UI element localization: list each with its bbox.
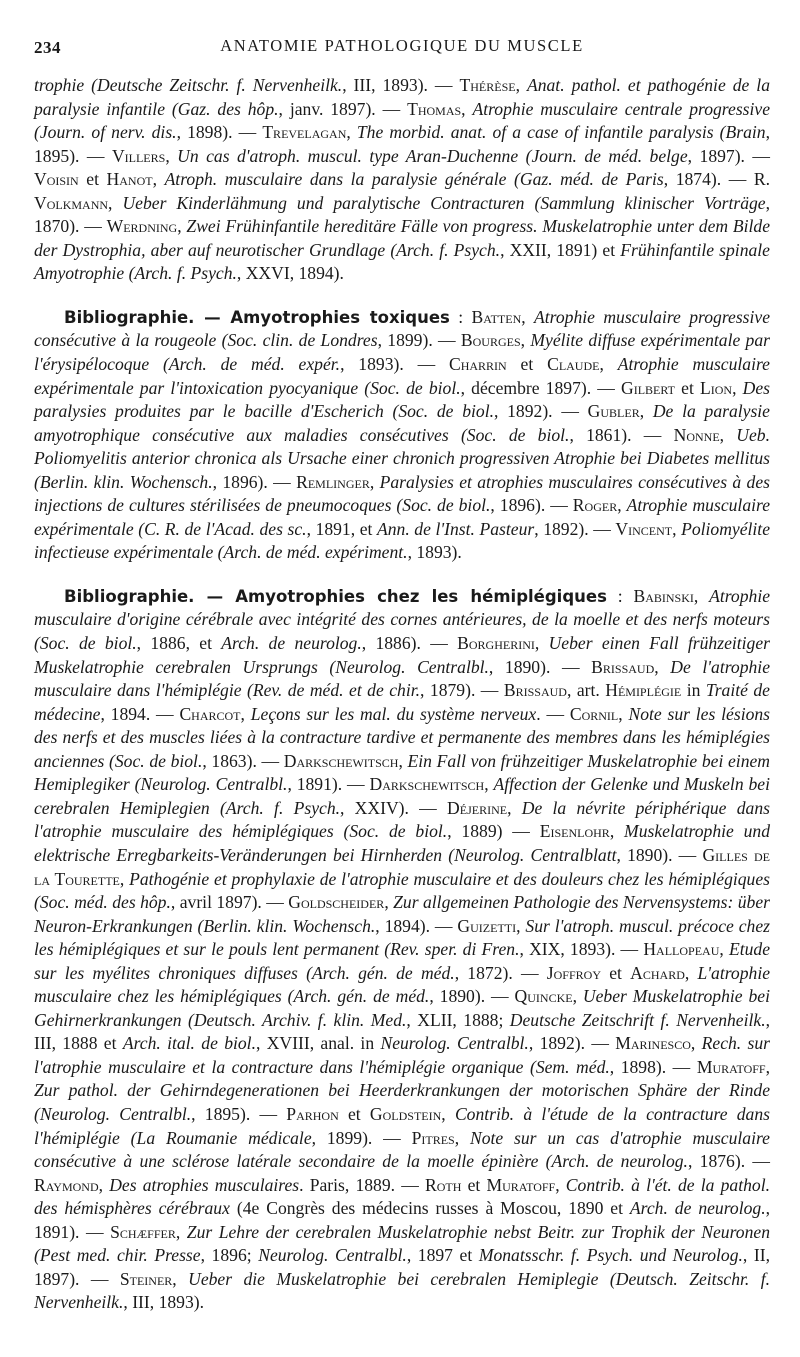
citation-text: ,	[384, 892, 394, 913]
citation-text: , 1895). —	[191, 1103, 287, 1124]
page-header	[34, 32, 770, 60]
citation-title: Atrophie musculaire expérimentale par l'intoxication pyocyanique (Soc. de biol.	[34, 354, 770, 398]
citation-title: De la névrite périphérique dans l'atrophie musculaire des hémiplégiques (Soc. de biol.	[34, 797, 770, 842]
citation-title: Atroph. musculaire dans la paralysie générale (Gaz. méd. de Paris	[164, 169, 664, 190]
author-name: Voisin	[34, 169, 79, 190]
author-name: Marinesco	[615, 1033, 691, 1054]
citation-text: , 1890). —	[616, 844, 703, 865]
bibliography-continuation	[34, 74, 770, 286]
citation-title: De la paralysie amyotrophique consécutive aux maladies consécutives (Soc. de biol.	[34, 401, 770, 445]
author-name: Trevelagan	[262, 122, 347, 143]
author-name: Darkschewitsch	[369, 774, 485, 795]
citation-text: ,	[177, 216, 187, 237]
citation-text: ,	[572, 986, 583, 1007]
citation-text: , 1872). —	[454, 962, 547, 983]
citation-text: et	[78, 169, 107, 190]
citation-title: Ueber einen Fall frühzeitiger Muskelatrophie cerebralen Ursprungs (Neurolog. Centralbl.	[34, 633, 771, 677]
citation-text: , 1870). —	[34, 192, 771, 237]
author-name: Muratoff	[696, 1056, 766, 1077]
citation-text: ,	[690, 1033, 702, 1054]
citation-title: Monatsschr. f. Psych. und Neurolog.	[478, 1245, 743, 1266]
citation-text: , 1861). —	[569, 424, 674, 445]
author-name: Charrin	[448, 354, 507, 375]
author-name: Werdning	[106, 216, 178, 237]
citation-title: Contrib. à l'étude de la contracture dans l'hémiplégie (La Roumanie médicale	[34, 1103, 770, 1148]
citation-text: , décembre 1897). —	[460, 377, 622, 398]
citation-text: , avril 1897). —	[170, 892, 289, 913]
citation-text: ,	[693, 585, 710, 606]
citation-title: trophie (Deutsche Zeitschr. f. Nervenheilk.	[34, 75, 343, 95]
citation-text: , 1876). —	[687, 1151, 771, 1172]
citation-text: ,	[165, 145, 178, 166]
citation-text: ,	[240, 703, 251, 724]
citation-title: L'atrophie musculaire chez les hémiplégiques (Arch. gén. de méd.	[34, 962, 771, 1007]
author-name: Claude	[547, 354, 600, 375]
citation-text: ,	[609, 821, 625, 842]
citation-title: Pathogénie et prophylaxie de l'atrophie musculaire et des douleurs chez les hémiplégiques (Soc. méd. des hôp.	[34, 868, 770, 913]
citation-text: ,	[599, 354, 618, 375]
citation-text: ,	[484, 774, 494, 795]
author-name: Thérèse	[459, 75, 516, 95]
citation-text: ,	[461, 98, 473, 119]
author-name: Babinski	[633, 585, 694, 606]
author-name: Roger	[572, 495, 618, 516]
citation-text: , 1897 et	[406, 1245, 479, 1266]
citation-text: , 1892). —	[534, 518, 616, 539]
citation-text: , 1891). —	[287, 774, 370, 795]
citation-text: et	[461, 1174, 487, 1195]
citation-title: De l'atrophie musculaire dans l'hémiplégie (Rev. de méd. et de chir.	[34, 656, 770, 701]
author-name: Borgherini	[457, 633, 535, 654]
author-name: Guizetti	[457, 915, 517, 936]
citation-text: , III, 1893).	[123, 1292, 205, 1313]
citation-text: , 1886). —	[361, 633, 458, 654]
citation-text: , 1874). —	[663, 169, 754, 190]
citation-text: ,	[108, 192, 123, 213]
citation-text: , 1896). —	[490, 495, 573, 516]
citation-title: Atrophie musculaire centrale progressive (Journ. of nerv. dis.	[34, 98, 771, 143]
citation-text: , 1886, et	[136, 633, 222, 654]
citation-title: Anat. pathol. et pathogénie de la paralysie infantile (Gaz. des hôp.	[34, 75, 770, 119]
citation-text: , 1893). —	[340, 354, 449, 375]
citation-text: , janv. 1897). —	[278, 98, 408, 119]
citation-text: , 1892). —	[528, 1033, 616, 1054]
citation-title: Atrophie musculaire d'origine cérébrale avec intégrité des cornes antérieures, de la moelle et des nerfs moteurs (Soc. de biol.	[34, 585, 771, 654]
running-title: ANATOMIE PATHOLOGIQUE DU MUSCLE	[220, 36, 584, 55]
citation-title: Poliomyélite infectieuse expérimentale (Arch. de méd. expériment.	[34, 518, 771, 563]
citation-text: , 1891). —	[34, 1198, 770, 1242]
citation-text: , XIX, 1893). —	[519, 939, 644, 960]
citation-title: Zur pathol. der Gehirndegenerationen bei Heerderkrankungen der motorischen Sphäre der Rinde (Neurolog. Centralbl.	[34, 1080, 770, 1124]
author-name: Darkschewitsch	[283, 750, 399, 771]
citation-text: ,	[672, 518, 682, 539]
citation-title: Leçons sur les mal. du système nerveux	[250, 703, 537, 724]
citation-text: , 1899). —	[311, 1127, 412, 1148]
citation-text: ,	[398, 750, 408, 771]
citation-text: ,	[639, 401, 653, 422]
citation-text: , III, 1893). —	[342, 75, 460, 95]
citation-title: Ueber Muskelatrophie bei Gehirnerkrankungen (Deutsch. Archiv. f. klin. Med.	[34, 986, 770, 1030]
citation-text: ,	[175, 1221, 187, 1242]
author-name: Joffroy	[546, 962, 601, 983]
citation-text: , art.	[566, 680, 606, 701]
section-heading: Bibliographie. — Amyotrophies chez les hémiplégiques	[64, 586, 607, 606]
citation-text: ,	[172, 1268, 189, 1289]
citation-title: Des atrophies musculaires	[109, 1174, 300, 1195]
citation-text: , 1898). —	[176, 122, 263, 143]
citation-text: ,	[441, 1103, 455, 1124]
page-number: 234	[34, 38, 61, 57]
citation-text: et	[338, 1103, 370, 1124]
author-name: Brissaud	[591, 656, 655, 677]
citation-text: ,	[618, 703, 629, 724]
citation-title: Deutsche Zeitschrift f. Nervenheilk.	[509, 1009, 766, 1030]
citation-text: et	[506, 354, 548, 375]
citation-text: ,	[732, 377, 743, 398]
citation-text: , XXII, 1891) et	[500, 239, 621, 260]
citation-text: ,	[719, 424, 737, 445]
author-name: Hanot	[106, 169, 153, 190]
author-name: Raymond	[34, 1174, 99, 1195]
citation-title: Atrophie musculaire expérimentale (C. R. de l'Acad. des sc.	[34, 495, 771, 539]
citation-text: , II, 1897). —	[34, 1245, 770, 1289]
author-name: Gilles de la Tourette	[34, 844, 770, 889]
citation-text: et	[675, 377, 700, 398]
citation-text: ,	[534, 633, 549, 654]
citation-text: ,	[507, 797, 522, 818]
citation-title: Ann. de l'Inst. Pasteur	[376, 518, 535, 539]
author-name: Gubler	[587, 401, 640, 422]
citation-text: , XVIII, anal. in	[255, 1033, 381, 1054]
citation-text: ,	[719, 939, 729, 960]
citation-title: Arch. de neurolog.	[221, 633, 362, 654]
bibliography-hemiplegic-amyotrophies	[34, 585, 770, 1315]
citation-text: ,	[617, 495, 627, 516]
citation-text: , 1896). —	[212, 471, 297, 492]
citation-text: , 1894). —	[375, 915, 458, 936]
citation-text: ,	[152, 169, 165, 190]
author-name: Charcot	[179, 703, 241, 724]
author-name: Remlinger	[296, 471, 370, 492]
citation-text: , 1891, et	[306, 518, 377, 539]
citation-text: , 1899). —	[377, 330, 461, 351]
bibliography-body	[34, 74, 770, 1315]
citation-text: , 1889) —	[447, 821, 540, 842]
author-name: R. Volkmann	[34, 169, 771, 213]
author-name: Pitres	[411, 1127, 455, 1148]
citation-title: Sur l'atroph. muscul. précoce chez les hémiplégiques et sur le pouls lent permanent (Rev. sper. di Fren.	[34, 915, 770, 960]
author-name: Villers	[111, 145, 166, 166]
citation-text: , 1893).	[407, 542, 462, 563]
citation-title: Note sur un cas d'atrophie musculaire consécutive à une sclérose latérale secondaire de la moelle épinière (Arch. de neurolog.	[34, 1127, 770, 1172]
author-name: Brissaud	[503, 680, 567, 701]
citation-title: Arch. de neurolog.	[629, 1198, 766, 1219]
citation-text: , 1879). —	[420, 680, 504, 701]
citation-text: . Paris, 1889. —	[299, 1174, 425, 1195]
citation-title: Myélite diffuse expérimentale par l'érysipélocoque (Arch. de méd. expér.	[34, 330, 771, 375]
citation-title: Ueber Kinderlähmung und paralytische Contracturen (Sammlung klinischer Vorträge	[122, 192, 766, 213]
citation-title: Arch. ital. de biol.	[122, 1033, 256, 1054]
citation-text: , 1897). —	[687, 145, 770, 166]
author-name: Batten	[471, 306, 522, 327]
author-name: Parhon	[286, 1103, 339, 1124]
citation-title: Zwei Frühinfantile hereditäre Fälle von progress. Muskelatrophie unter dem Bilde der Dystrophia, aber auf neurotischer Grundlage (Arch. f. Psych.	[34, 216, 771, 260]
section-heading: Bibliographie. — Amyotrophies toxiques	[64, 307, 450, 327]
citation-text: ,	[684, 962, 698, 983]
citation-text: , 1890). —	[488, 656, 592, 677]
citation-text: , 1894. —	[100, 703, 180, 724]
citation-text: ,	[555, 1174, 566, 1195]
citation-text: ,	[98, 1174, 110, 1195]
citation-text: , XXVI, 1894).	[236, 263, 344, 284]
author-name: Muratoff	[486, 1174, 556, 1195]
citation-text: , 1895). —	[34, 122, 771, 166]
citation-text: ,	[119, 868, 130, 889]
citation-text: , III, 1888 et	[34, 1009, 771, 1054]
citation-text: , 1863). —	[202, 750, 284, 771]
citation-title: Neurolog. Centralbl.	[380, 1033, 529, 1054]
citation-text: . —	[536, 703, 570, 724]
citation-text: ,	[521, 306, 535, 327]
author-name: Goldscheider	[288, 892, 385, 913]
citation-title: Rech. sur l'atrophie musculaire et la contracture dans l'hémiplégie organique (Sem. méd.	[34, 1033, 771, 1077]
author-name: Quincke	[514, 986, 573, 1007]
bibliography-toxic-amyotrophies	[34, 306, 770, 565]
citation-title: Affection der Gelenke und Muskeln bei cerebralen Hemiplegien (Arch. f. Psych.	[34, 774, 770, 818]
citation-text: (4e Congrès des médecins russes à Moscou, 1890 et	[229, 1198, 630, 1219]
citation-text: ,	[515, 75, 527, 95]
author-name: Hémiplégie	[605, 680, 682, 701]
citation-title: The morbid. anat. of a case of infantile paralysis (Brain	[356, 122, 766, 143]
citation-text: :	[606, 585, 634, 606]
author-name: Gilbert	[621, 377, 675, 398]
citation-text: , 1892). —	[494, 401, 588, 422]
author-name: Nonne	[673, 424, 720, 445]
citation-text: , 1898). —	[609, 1056, 697, 1077]
citation-text: , 1896;	[200, 1245, 259, 1266]
citation-title: Muskelatrophie und elektrische Erregbarkeits-Veränderungen bei Hirnherden (Neurolog. Centralblatt	[34, 821, 771, 865]
citation-text: , XLII, 1888;	[406, 1009, 510, 1030]
author-name: Roth	[424, 1174, 462, 1195]
citation-text: ,	[765, 1056, 770, 1077]
citation-title: Etude sur les myélites chroniques diffuses (Arch. gén. de méd.	[34, 939, 771, 983]
citation-title: Un cas d'atroph. muscul. type Aran-Duchenne (Journ. de méd. belge	[177, 145, 688, 166]
citation-text: ,	[654, 656, 671, 677]
citation-text: :	[449, 306, 472, 327]
author-name: Achard	[630, 962, 685, 983]
citation-title: Neurolog. Centralbl.	[258, 1245, 407, 1266]
citation-text: ,	[520, 330, 531, 351]
author-name: Hallopeau	[643, 939, 720, 960]
citation-title: Note sur les lésions des nerfs et des muscles liées à la contracture tardive et permanente des membres dans les hémiplégies anciennes (Soc. de biol.	[34, 703, 771, 771]
author-name: Lion	[700, 377, 733, 398]
author-name: Bourges	[460, 330, 521, 351]
citation-title: Des paralysies produites par le bacille d'Escherich (Soc. de biol.	[34, 377, 770, 422]
author-name: Thomas	[407, 98, 462, 119]
citation-text: , 1890). —	[429, 986, 515, 1007]
citation-text: ,	[369, 471, 380, 492]
citation-title: Ueb. Poliomyelitis anterior chronica als Ursache einer chronich progressiven Atrophie bei Diabetes mellitus (Berlin. klin. Wochensch.	[34, 424, 771, 492]
citation-text: et	[601, 962, 631, 983]
citation-title: Paralysies et atrophies musculaires consécutives à des injections de cultures stérilisées de pneumocoques (Soc. de biol.	[34, 471, 770, 516]
citation-title: Traité de médecine	[34, 680, 770, 724]
citation-text: , XXIV). —	[340, 797, 448, 818]
author-name: Steiner	[119, 1268, 173, 1289]
citation-text: ,	[516, 915, 526, 936]
citation-text: ,	[454, 1127, 470, 1148]
author-name: Goldstein	[369, 1103, 442, 1124]
citation-title: Atrophie musculaire progressive consécutive à la rougeole (Soc. clin. de Londres	[34, 306, 771, 351]
citation-title: Ueber die Muskelatrophie bei cerebralen Hemiplegie (Deutsch. Zeitschr. f. Nervenheilk.	[34, 1268, 770, 1313]
citation-text: ,	[346, 122, 357, 143]
citation-title: Contrib. à l'ét. de la pathol. des hémisphères cérébraux	[34, 1174, 771, 1219]
author-name: Vincent	[615, 518, 673, 539]
author-name: Déjerine	[447, 797, 508, 818]
author-name: Cornil	[569, 703, 619, 724]
citation-title: Frühinfantile spinale Amyotrophie (Arch. f. Psych.	[34, 239, 770, 284]
author-name: Schæffer	[110, 1221, 176, 1242]
author-name: Eisenlohr	[539, 821, 610, 842]
citation-title: Zur Lehre der cerebralen Muskelatrophie nebst Beitr. zur Trophik der Neuronen (Pest med. chir. Presse	[34, 1221, 770, 1266]
citation-text: in	[681, 680, 706, 701]
citation-title: Ein Fall von frühzeitiger Muskelatrophie bei einem Hemiplegiker (Neurolog. Centralbl.	[34, 750, 771, 795]
citation-title: Zur allgemeinen Pathologie des Nervensystems: über Neuron-Erkrankungen (Berlin. klin. Wochensch.	[34, 892, 770, 936]
